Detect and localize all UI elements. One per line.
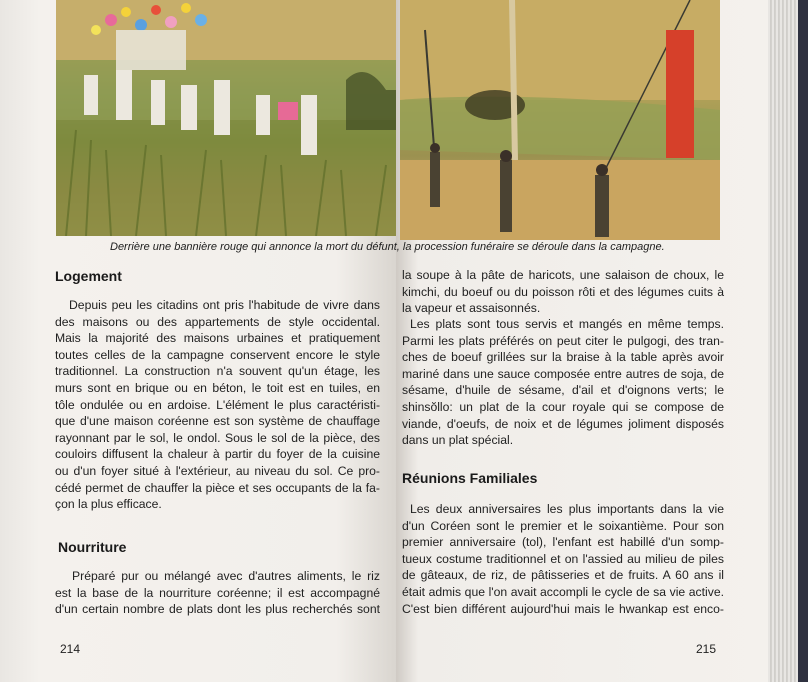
page-number-left: 214 — [60, 642, 81, 656]
text-line: dans un plat spécial. — [402, 433, 514, 448]
text-line: viande, d'oeufs, de noix et de légumes joliment disposés — [402, 416, 724, 431]
page-number-right: 215 — [696, 642, 717, 656]
text-line: ches de boeuf grillées sur la braise à la table après avoir — [402, 350, 724, 365]
paragraph-nourriture — [55, 568, 380, 618]
text-line: rayonnant par le sol, le ondol. Sous le sol de la pièce, des — [55, 430, 380, 445]
text-line: la soupe à la pâte de haricots, une salaison de choux, le — [402, 268, 724, 282]
text-line: Mais la majorité des maisons urbaines et pratiquement — [55, 331, 380, 346]
text-line: toutes celles de la campagne conservent encore le style — [55, 347, 380, 362]
text-line: de gâteaux, de riz, de pâtisseries et de fruits. A 60 ans il — [402, 568, 724, 583]
text-line: çon la plus efficace. — [55, 497, 162, 512]
heading-reunions-familiales: Réunions Familiales — [402, 470, 538, 486]
paragraph-reunions — [402, 501, 724, 617]
text-line: d'un certain nombre de plats dont les plus recherchés sont — [55, 602, 380, 617]
text-line: que d'une maison coréenne est son système de chauffage — [55, 414, 380, 429]
text-line: traditionnel. La construction n'a souvent qu'un étage, les — [55, 364, 380, 379]
text-line: mariné dans une sauce composée entre autres de soja, de — [402, 366, 724, 381]
text-line: est la base de la nourriture coréenne; il est accompagné — [55, 585, 380, 600]
text-line: C'est bien différent aujourd'hui mais le hwankap est enco- — [402, 601, 724, 616]
text-line: Les plats sont tous servis et mangés en même temps. — [410, 317, 724, 331]
photo-procession-left — [56, 0, 396, 236]
text-line: ou d'un foyer situé à l'extérieur, au niveau du sol. Ce pro- — [55, 463, 380, 478]
text-line: cédé permet de chauffer la pièce et ses occupants de la fa- — [55, 480, 380, 495]
text-line: Préparé pur ou mélangé avec d'autres aliments, le riz — [72, 569, 380, 583]
text-line: premier anniversaire (tol), l'enfant est habillé d'un somp- — [402, 535, 724, 550]
text-line: kimchi, du boeuf ou du poisson rôti et des légumes cuits à — [402, 284, 724, 299]
text-line: couloirs diffusent la chaleur à partir du foyer de la cuisine — [55, 447, 380, 462]
paragraph-food-continued — [402, 267, 724, 317]
page-edges — [768, 0, 808, 682]
paragraph-plats — [402, 316, 724, 449]
photo-caption: Derrière une bannière rouge qui annonce la mort du défunt, la procession funéraire se déroule dans la campagne. — [110, 241, 665, 253]
text-line: murs sont en brique ou en béton, le toit est en tuiles, en — [55, 380, 380, 395]
photo-procession-right — [400, 0, 720, 240]
paragraph-logement — [55, 297, 380, 513]
text-line: était admis que l'on avait accompli le cycle de sa vie active. — [402, 584, 724, 599]
text-line: des maisons ou des appartements de style occidental. — [55, 314, 380, 329]
text-line: sésame, d'huile de sésame, d'ail et d'oignons verts; le — [402, 383, 724, 398]
text-line: d'un Coréen sont le premier et le soixantième. Pour son — [402, 518, 724, 533]
text-line: Les deux anniversaires les plus importants dans la vie — [410, 502, 724, 516]
text-line: Depuis peu les citadins ont pris l'habitude de vivre dans — [69, 298, 380, 312]
text-line: Parmi les plats préférés on peut citer le pulgogi, des tran- — [402, 333, 724, 348]
heading-nourriture: Nourriture — [58, 539, 127, 555]
heading-logement: Logement — [55, 268, 122, 284]
text-line: la vapeur et assaisonnés. — [402, 301, 541, 316]
text-line: shinsŏllo: un plat de la cour royale qui se compose de — [402, 399, 724, 414]
text-line: tôle ondulée ou en ardoise. L'élément le plus caractéristi- — [55, 397, 380, 412]
text-line: tueux costume traditionnel et on l'assied au milieu de piles — [402, 551, 724, 566]
